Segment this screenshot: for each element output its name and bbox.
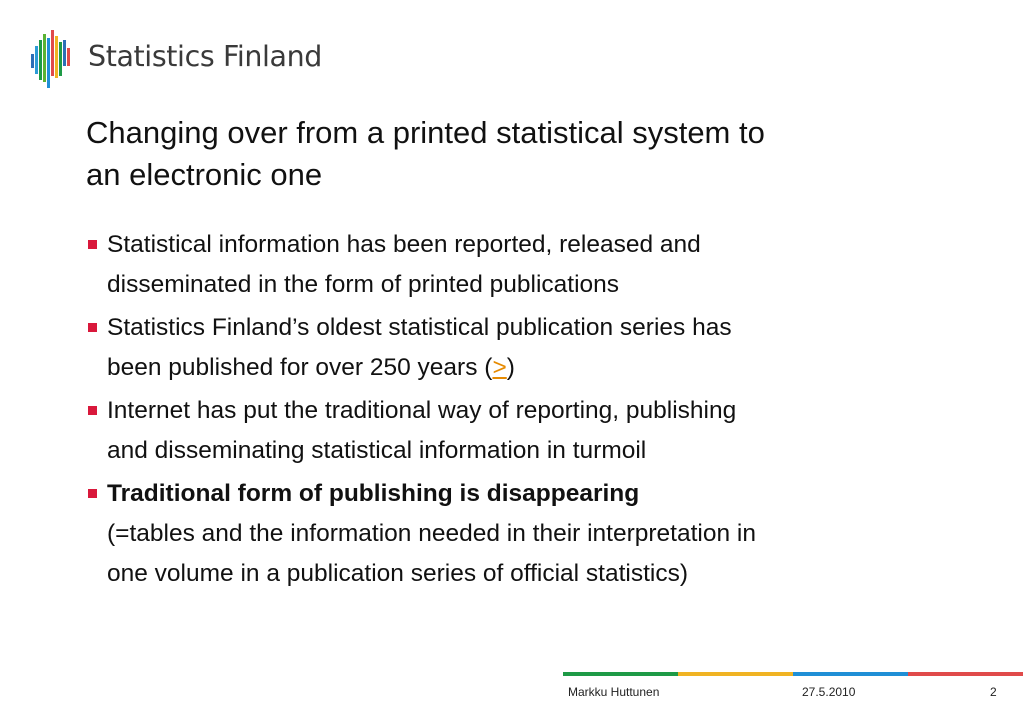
- more-info-link[interactable]: >: [492, 354, 507, 381]
- bullet-4-line-2: (=tables and the information needed in their interpretation in: [107, 520, 756, 547]
- footer-date: 27.5.2010: [802, 685, 856, 699]
- bullet-2-line-1: Statistics Finland’s oldest statistical publication series has: [107, 314, 732, 341]
- footer-bar-yellow: [678, 672, 793, 676]
- footer-author: Markku Huttunen: [568, 685, 660, 699]
- slide-title: [86, 112, 966, 196]
- statistics-finland-logo: [30, 30, 322, 88]
- footer-bar-blue: [793, 672, 908, 676]
- bullet-1-line-1: Statistical information has been reported, released and: [107, 231, 701, 258]
- bullet-square-icon: [88, 406, 97, 415]
- bullet-3-line-2: and disseminating statistical information in turmoil: [107, 437, 647, 464]
- bullet-1-line-2: disseminated in the form of printed publications: [107, 271, 620, 298]
- bullet-square-icon: [88, 240, 97, 249]
- footer-bar-green: [563, 672, 678, 676]
- title-line-1: Changing over from a printed statistical system to: [86, 115, 765, 150]
- bullet-2-line-2-suffix: ): [506, 354, 515, 381]
- bullet-4-line-3: one volume in a publication series of official statistics): [107, 560, 689, 587]
- bullet-item: [86, 474, 986, 594]
- bullet-2-line-2-prefix: been published for over 250 years (: [107, 354, 493, 381]
- logo-bars-icon: [30, 30, 76, 88]
- bullet-square-icon: [88, 323, 97, 332]
- bullet-4-line-1: Traditional form of publishing is disappearing: [107, 480, 640, 507]
- bullet-list: [86, 225, 986, 597]
- bullet-2-line-2: [107, 348, 986, 388]
- bullet-square-icon: [88, 489, 97, 498]
- bullet-item: [86, 225, 986, 305]
- footer-page-number: 2: [990, 685, 997, 699]
- footer-bar-red: [908, 672, 1023, 676]
- logo-text: Statistics Finland: [88, 40, 322, 73]
- bullet-3-line-1: Internet has put the traditional way of reporting, publishing: [107, 397, 737, 424]
- bullet-item: [86, 391, 986, 471]
- bullet-item: [86, 308, 986, 388]
- title-line-2: an electronic one: [86, 157, 323, 192]
